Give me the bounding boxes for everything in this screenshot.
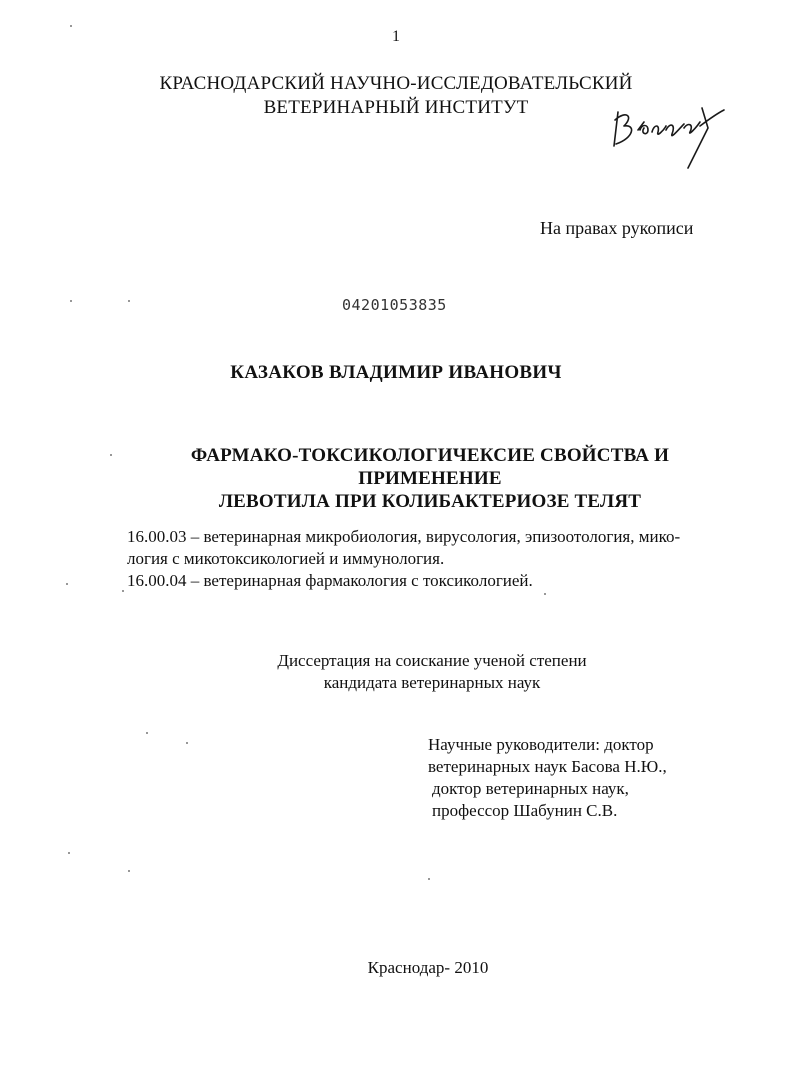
author-name: КАЗАКОВ ВЛАДИМИР ИВАНОВИЧ [230,362,562,383]
degree-statement [0,650,792,694]
manuscript-rights-label: На правах рукописи [540,218,694,238]
scan-speck [128,870,130,872]
scan-speck [186,742,188,744]
specialty-line-1: 16.00.03 – ветеринарная микробиология, вирусология, эпизоотология, мико- [127,527,681,546]
dissertation-title [120,444,740,513]
institute-line-2: ВЕТЕРИНАРНЫЙ ИНСТИТУТ [263,97,529,118]
scan-speck [68,852,70,854]
specialty-line-2: логия с микотоксикологией и иммунология. [127,549,445,568]
scan-speck [544,593,546,595]
specialty-codes [127,526,744,592]
city-and-year: Краснодар- 2010 [367,958,489,977]
degree-line-2: кандидата ветеринарных наук [323,673,541,692]
scan-speck [122,590,124,592]
scan-speck [428,878,430,880]
title-line-2: ЛЕВОТИЛА ПРИ КОЛИБАКТЕРИОЗЕ ТЕЛЯТ [218,491,642,512]
supervisor-line-3: доктор ветеринарных наук, [432,779,629,798]
scan-speck [110,454,112,456]
title-line-1: ФАРМАКО-ТОКСИКОЛОГИЧЕКСИЕ СВОЙСТВА И ПРИМЕНЕНИЕ [190,445,670,489]
scan-speck [146,732,148,734]
scientific-supervisors [428,734,667,822]
scan-speck [66,583,68,585]
page-number: 1 [392,28,400,45]
supervisor-line-1: Научные руководители: доктор [428,735,654,754]
scan-speck [128,300,130,302]
specialty-line-3: 16.00.04 – ветеринарная фармакология с токсикологией. [127,571,533,590]
registration-stamp-number: 04201053835 [342,296,447,314]
supervisor-line-2: ветеринарных наук Басова Н.Ю., [428,757,667,776]
scan-speck [70,300,72,302]
institute-line-1: КРАСНОДАРСКИЙ НАУЧНО-ИССЛЕДОВАТЕЛЬСКИЙ [159,73,633,94]
supervisor-line-4: профессор Шабунин С.В. [432,801,618,820]
degree-line-1: Диссертация на соискание ученой степени [277,651,587,670]
handwritten-signature [604,100,734,170]
scan-speck [70,25,72,27]
